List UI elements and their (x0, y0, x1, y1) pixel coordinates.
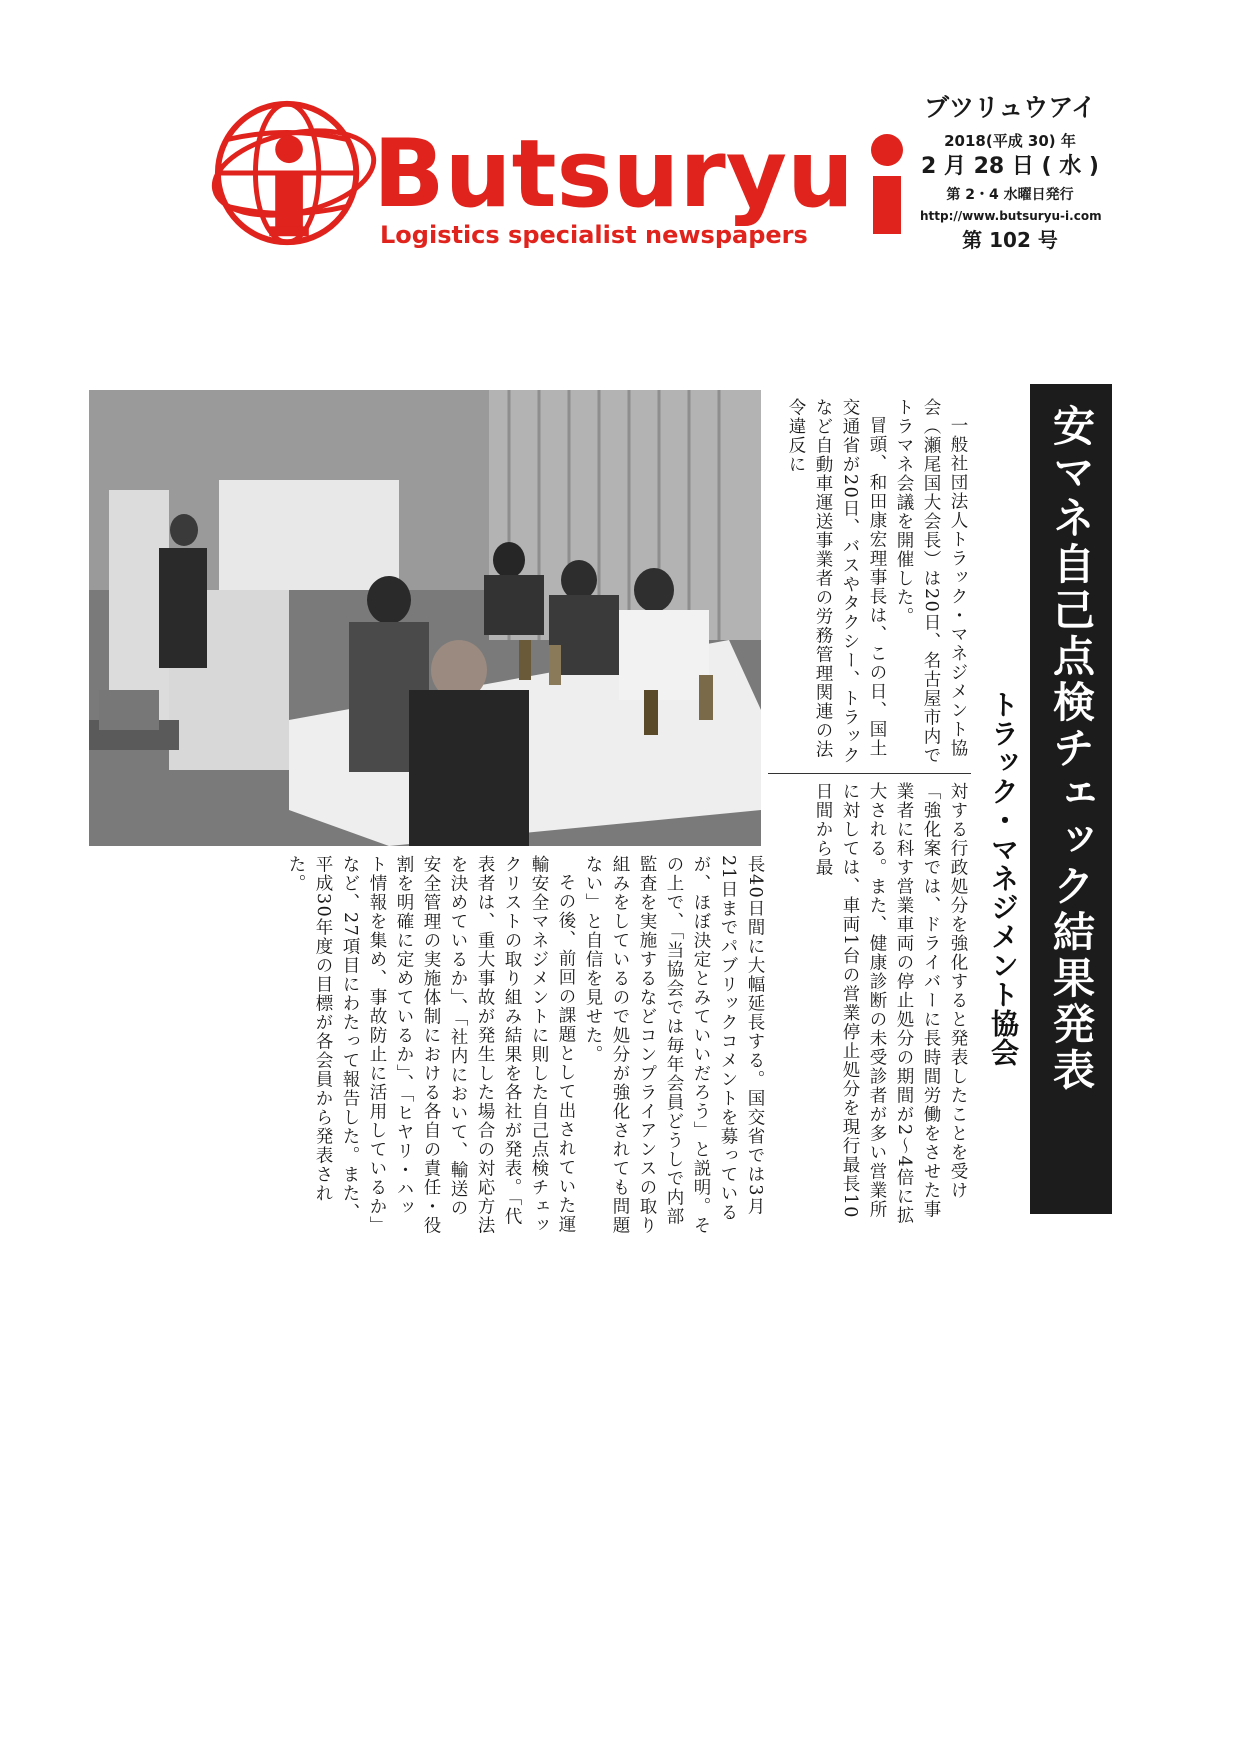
meeting-photo (89, 390, 761, 846)
column-divider (768, 773, 971, 774)
globe-logo-icon (210, 88, 378, 256)
article-paragraph: 一般社団法人トラック・マネジメント協会（瀬尾国大会長）は20日、名古屋市内でトラマネ会議を開催した。 (894, 398, 968, 766)
brand-name: Butsuryu (373, 120, 854, 229)
website-url: http://www.butsuryu-i.com (920, 209, 1102, 223)
article-subheadline: トラック・マネジメント協会 (987, 690, 1020, 1067)
paper-info (920, 92, 1100, 272)
issue-number: 第 102 号 (962, 228, 1058, 252)
article-paragraph: その後、前回の課題として出されていた運輸安全マネジメントに則した自己点検チェックリストの取り組み結果を各社が発表。「代表者は、重大事故が発生した場合の対応方法を決めているか」、「社内において、輸送の安全管理の実施体制における各自の責任・役割を明確に定めているか」、「ヒヤリ・ハット情報を集め、事故防止に活用しているか」など、27項目にわたって報告した。また、平成30年度の目標が各会員から発表された。 (286, 855, 576, 1235)
masthead (180, 80, 1102, 270)
paper-kana-name: ブツリュウアイ (923, 93, 1096, 122)
issue-year: 2018(平成 30) 年 (944, 132, 1076, 150)
article-paragraph: 対する行政処分を強化すると発表したことを受け「強化案では、ドライバーに長時間労働をさせた事業者に科す営業車両の停止処分の期間が2〜4倍に拡大される。また、健康診断の未受診者が多い営業所に対しては、車両1台の営業停止処分を現行最長10日間から最 (813, 782, 968, 1226)
publication-days: 第 2・4 水曜日発行 (946, 187, 1074, 203)
article-headline: 安マネ自己点検チェック結果発表 (1047, 404, 1096, 1094)
brand-i-logo-icon (852, 106, 922, 236)
article-paragraph: 長40日間に大幅延長する。国交省では3月21日までパブリックコメントを募っているが、ほぼ決定とみていいだろう」と説明。その上で、「当協会では毎年会員どうしで内部監査を実施するなどコンプライアンスの取り組みをしているので処分が強化されても問題ない」と自信を見せた。 (583, 855, 765, 1235)
article-body-low (100, 855, 768, 1235)
issue-date: 2 月 28 日 ( 水 ) (921, 154, 1099, 179)
meeting-photo-illustration (89, 390, 761, 846)
article-paragraph: 冒頭、和田康宏理事長は、この日、国土交通省が20日、バスやタクシー、トラックなど自動車運送事業者の労務管理関連の法令違反に (786, 398, 887, 766)
brand-tagline: Logistics specialist newspapers (380, 221, 808, 249)
article-body-mid (768, 782, 971, 1232)
article-body-top (768, 398, 971, 768)
